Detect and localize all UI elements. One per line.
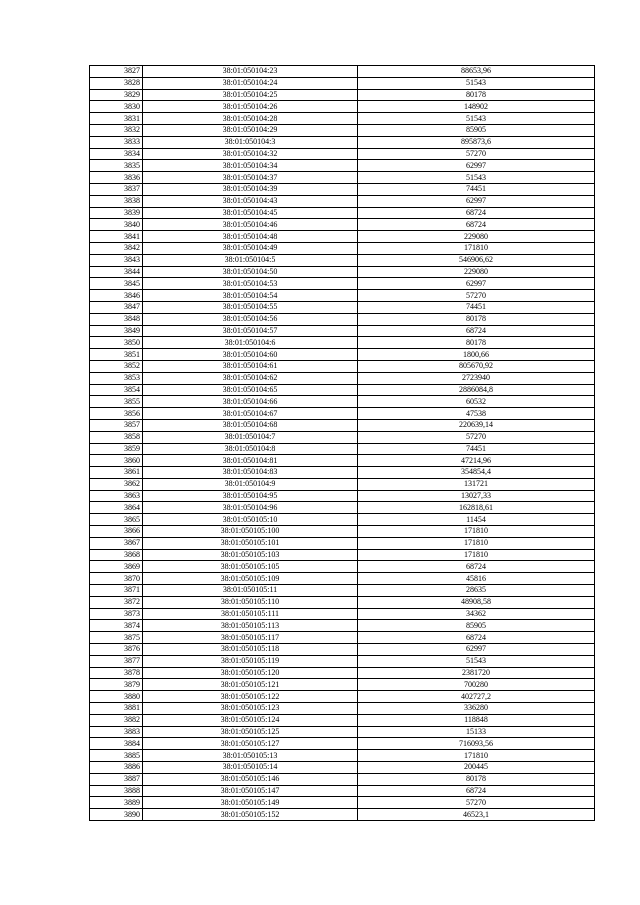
row-number-cell: 3839: [90, 207, 143, 219]
value-cell: 85905: [358, 124, 595, 136]
table-row: [90, 537, 595, 549]
value-cell: 51543: [358, 77, 595, 89]
row-number-cell: 3873: [90, 608, 143, 620]
table-row: [90, 301, 595, 313]
table-row: [90, 113, 595, 125]
row-number-cell: 3840: [90, 219, 143, 231]
cadastral-number-cell: 38:01:050104:3: [143, 136, 358, 148]
table-row: [90, 325, 595, 337]
value-cell: 336280: [358, 703, 595, 715]
row-number-cell: 3838: [90, 195, 143, 207]
row-number-cell: 3846: [90, 290, 143, 302]
row-number-cell: 3857: [90, 419, 143, 431]
value-cell: 68724: [358, 219, 595, 231]
row-number-cell: 3876: [90, 644, 143, 656]
value-cell: 2886084,8: [358, 384, 595, 396]
cadastral-number-cell: 38:01:050105:122: [143, 691, 358, 703]
cadastral-number-cell: 38:01:050104:7: [143, 431, 358, 443]
row-number-cell: 3870: [90, 573, 143, 585]
table-row: [90, 266, 595, 278]
value-cell: 80178: [358, 313, 595, 325]
cadastral-number-cell: 38:01:050105:121: [143, 679, 358, 691]
cadastral-number-cell: 38:01:050104:81: [143, 455, 358, 467]
row-number-cell: 3863: [90, 490, 143, 502]
value-cell: 62997: [358, 644, 595, 656]
table-row: [90, 773, 595, 785]
value-cell: 62997: [358, 160, 595, 172]
row-number-cell: 3866: [90, 526, 143, 538]
value-cell: 47538: [358, 408, 595, 420]
value-cell: 546906,62: [358, 254, 595, 266]
cadastral-number-cell: 38:01:050104:34: [143, 160, 358, 172]
table-row: [90, 431, 595, 443]
table-row: [90, 231, 595, 243]
table-row: [90, 384, 595, 396]
table-row: [90, 750, 595, 762]
table-row: [90, 455, 595, 467]
table-row: [90, 396, 595, 408]
value-cell: 1800,66: [358, 349, 595, 361]
row-number-cell: 3869: [90, 561, 143, 573]
row-number-cell: 3853: [90, 372, 143, 384]
value-cell: 57270: [358, 148, 595, 160]
value-cell: 51543: [358, 113, 595, 125]
table-row: [90, 77, 595, 89]
row-number-cell: 3832: [90, 124, 143, 136]
row-number-cell: 3877: [90, 655, 143, 667]
value-cell: 48908,58: [358, 596, 595, 608]
row-number-cell: 3835: [90, 160, 143, 172]
table-row: [90, 219, 595, 231]
cadastral-number-cell: 38:01:050105:113: [143, 620, 358, 632]
cadastral-number-cell: 38:01:050104:8: [143, 443, 358, 455]
table-row: [90, 490, 595, 502]
row-number-cell: 3830: [90, 101, 143, 113]
table-row: [90, 290, 595, 302]
cadastral-number-cell: 38:01:050104:25: [143, 89, 358, 101]
row-number-cell: 3885: [90, 750, 143, 762]
value-cell: 57270: [358, 797, 595, 809]
table-row: [90, 738, 595, 750]
table-row: [90, 360, 595, 372]
row-number-cell: 3860: [90, 455, 143, 467]
cadastral-number-cell: 38:01:050104:5: [143, 254, 358, 266]
row-number-cell: 3887: [90, 773, 143, 785]
table-row: [90, 467, 595, 479]
row-number-cell: 3882: [90, 714, 143, 726]
value-cell: 148902: [358, 101, 595, 113]
table-row: [90, 419, 595, 431]
cadastral-number-cell: 38:01:050104:96: [143, 502, 358, 514]
value-cell: 171810: [358, 242, 595, 254]
row-number-cell: 3855: [90, 396, 143, 408]
row-number-cell: 3836: [90, 172, 143, 184]
table-row: [90, 585, 595, 597]
cadastral-number-cell: 38:01:050105:117: [143, 632, 358, 644]
row-number-cell: 3828: [90, 77, 143, 89]
value-cell: 895873,6: [358, 136, 595, 148]
value-cell: 62997: [358, 195, 595, 207]
value-cell: 229080: [358, 231, 595, 243]
cadastral-number-cell: 38:01:050105:125: [143, 726, 358, 738]
value-cell: 220639,14: [358, 419, 595, 431]
table-row: [90, 502, 595, 514]
value-cell: 68724: [358, 785, 595, 797]
cadastral-number-cell: 38:01:050104:95: [143, 490, 358, 502]
value-cell: 805670,92: [358, 360, 595, 372]
row-number-cell: 3856: [90, 408, 143, 420]
value-cell: 62997: [358, 278, 595, 290]
cadastral-number-cell: 38:01:050105:152: [143, 809, 358, 821]
table-row: [90, 573, 595, 585]
cadastral-number-cell: 38:01:050105:101: [143, 537, 358, 549]
table-row: [90, 195, 595, 207]
value-cell: 200445: [358, 762, 595, 774]
value-cell: 80178: [358, 773, 595, 785]
value-cell: 13027,33: [358, 490, 595, 502]
cadastral-number-cell: 38:01:050104:53: [143, 278, 358, 290]
cadastral-number-cell: 38:01:050105:110: [143, 596, 358, 608]
cadastral-number-cell: 38:01:050104:67: [143, 408, 358, 420]
row-number-cell: 3889: [90, 797, 143, 809]
cadastral-number-cell: 38:01:050104:32: [143, 148, 358, 160]
row-number-cell: 3890: [90, 809, 143, 821]
row-number-cell: 3880: [90, 691, 143, 703]
row-number-cell: 3852: [90, 360, 143, 372]
cadastral-number-cell: 38:01:050105:149: [143, 797, 358, 809]
value-cell: 80178: [358, 89, 595, 101]
table-row: [90, 254, 595, 266]
row-number-cell: 3845: [90, 278, 143, 290]
cadastral-number-cell: 38:01:050104:24: [143, 77, 358, 89]
table-row: [90, 443, 595, 455]
cadastral-number-cell: 38:01:050105:105: [143, 561, 358, 573]
cadastral-number-cell: 38:01:050104:65: [143, 384, 358, 396]
row-number-cell: 3861: [90, 467, 143, 479]
table-row: [90, 337, 595, 349]
cadastral-number-cell: 38:01:050105:119: [143, 655, 358, 667]
value-cell: 162818,61: [358, 502, 595, 514]
cadastral-number-cell: 38:01:050105:10: [143, 514, 358, 526]
row-number-cell: 3888: [90, 785, 143, 797]
table-row: [90, 207, 595, 219]
cadastral-number-cell: 38:01:050104:55: [143, 301, 358, 313]
value-cell: 700280: [358, 679, 595, 691]
table-row: [90, 313, 595, 325]
table-row: [90, 478, 595, 490]
row-number-cell: 3862: [90, 478, 143, 490]
cadastral-number-cell: 38:01:050105:103: [143, 549, 358, 561]
value-cell: 11454: [358, 514, 595, 526]
table-row: [90, 703, 595, 715]
value-cell: 28635: [358, 585, 595, 597]
cadastral-number-cell: 38:01:050104:68: [143, 419, 358, 431]
row-number-cell: 3849: [90, 325, 143, 337]
cadastral-number-cell: 38:01:050105:123: [143, 703, 358, 715]
table-row: [90, 679, 595, 691]
cadastral-number-cell: 38:01:050104:62: [143, 372, 358, 384]
table-row: [90, 526, 595, 538]
value-cell: 229080: [358, 266, 595, 278]
row-number-cell: 3874: [90, 620, 143, 632]
value-cell: 68724: [358, 325, 595, 337]
cadastral-number-cell: 38:01:050104:26: [143, 101, 358, 113]
value-cell: 47214,96: [358, 455, 595, 467]
value-cell: 171810: [358, 537, 595, 549]
cadastral-number-cell: 38:01:050104:56: [143, 313, 358, 325]
row-number-cell: 3844: [90, 266, 143, 278]
value-cell: 716093,56: [358, 738, 595, 750]
row-number-cell: 3871: [90, 585, 143, 597]
table-row: [90, 408, 595, 420]
value-cell: 45816: [358, 573, 595, 585]
row-number-cell: 3850: [90, 337, 143, 349]
row-number-cell: 3879: [90, 679, 143, 691]
value-cell: 131721: [358, 478, 595, 490]
row-number-cell: 3831: [90, 113, 143, 125]
cadastral-number-cell: 38:01:050105:109: [143, 573, 358, 585]
row-number-cell: 3843: [90, 254, 143, 266]
value-cell: 171810: [358, 750, 595, 762]
cadastral-number-cell: 38:01:050104:60: [143, 349, 358, 361]
cadastral-number-cell: 38:01:050105:146: [143, 773, 358, 785]
row-number-cell: 3859: [90, 443, 143, 455]
table-row: [90, 514, 595, 526]
cadastral-number-cell: 38:01:050104:29: [143, 124, 358, 136]
table-row: [90, 89, 595, 101]
row-number-cell: 3883: [90, 726, 143, 738]
cadastral-number-cell: 38:01:050104:39: [143, 183, 358, 195]
cadastral-number-cell: 38:01:050105:118: [143, 644, 358, 656]
table-row: [90, 349, 595, 361]
row-number-cell: 3834: [90, 148, 143, 160]
value-cell: 57270: [358, 290, 595, 302]
table-row: [90, 667, 595, 679]
row-number-cell: 3868: [90, 549, 143, 561]
table-row: [90, 561, 595, 573]
cadastral-number-cell: 38:01:050104:50: [143, 266, 358, 278]
cadastral-number-cell: 38:01:050104:66: [143, 396, 358, 408]
row-number-cell: 3847: [90, 301, 143, 313]
cadastral-number-cell: 38:01:050104:83: [143, 467, 358, 479]
value-cell: 68724: [358, 561, 595, 573]
cadastral-number-cell: 38:01:050104:61: [143, 360, 358, 372]
table-row: [90, 620, 595, 632]
value-cell: 171810: [358, 549, 595, 561]
row-number-cell: 3867: [90, 537, 143, 549]
value-cell: 68724: [358, 207, 595, 219]
cadastral-number-cell: 38:01:050105:127: [143, 738, 358, 750]
table-row: [90, 66, 595, 78]
row-number-cell: 3837: [90, 183, 143, 195]
table-row: [90, 148, 595, 160]
cadastral-number-cell: 38:01:050104:49: [143, 242, 358, 254]
cadastral-number-cell: 38:01:050105:100: [143, 526, 358, 538]
value-cell: 88653,96: [358, 66, 595, 78]
value-cell: 354854,4: [358, 467, 595, 479]
cadastral-number-cell: 38:01:050104:6: [143, 337, 358, 349]
value-cell: 34362: [358, 608, 595, 620]
value-cell: 80178: [358, 337, 595, 349]
value-cell: 46523,1: [358, 809, 595, 821]
value-cell: 2381720: [358, 667, 595, 679]
row-number-cell: 3881: [90, 703, 143, 715]
cadastral-number-cell: 38:01:050104:23: [143, 66, 358, 78]
table-row: [90, 101, 595, 113]
value-cell: 2723940: [358, 372, 595, 384]
table-row: [90, 549, 595, 561]
cadastral-number-cell: 38:01:050104:43: [143, 195, 358, 207]
table-row: [90, 242, 595, 254]
cadastral-number-cell: 38:01:050104:45: [143, 207, 358, 219]
table-row: [90, 632, 595, 644]
cadastral-number-cell: 38:01:050105:11: [143, 585, 358, 597]
row-number-cell: 3875: [90, 632, 143, 644]
cadastral-number-cell: 38:01:050105:111: [143, 608, 358, 620]
row-number-cell: 3865: [90, 514, 143, 526]
value-cell: 57270: [358, 431, 595, 443]
table-body: [90, 66, 595, 821]
table-row: [90, 785, 595, 797]
table-row: [90, 160, 595, 172]
cadastral-number-cell: 38:01:050105:147: [143, 785, 358, 797]
table-row: [90, 278, 595, 290]
row-number-cell: 3848: [90, 313, 143, 325]
row-number-cell: 3858: [90, 431, 143, 443]
row-number-cell: 3864: [90, 502, 143, 514]
table-row: [90, 596, 595, 608]
cadastral-number-cell: 38:01:050104:46: [143, 219, 358, 231]
table-row: [90, 172, 595, 184]
cadastral-number-cell: 38:01:050104:48: [143, 231, 358, 243]
table-row: [90, 608, 595, 620]
value-cell: 85905: [358, 620, 595, 632]
row-number-cell: 3833: [90, 136, 143, 148]
value-cell: 15133: [358, 726, 595, 738]
row-number-cell: 3872: [90, 596, 143, 608]
value-cell: 68724: [358, 632, 595, 644]
value-cell: 402727,2: [358, 691, 595, 703]
cadastral-number-cell: 38:01:050105:13: [143, 750, 358, 762]
cadastral-number-cell: 38:01:050104:57: [143, 325, 358, 337]
value-cell: 51543: [358, 172, 595, 184]
row-number-cell: 3886: [90, 762, 143, 774]
table-row: [90, 809, 595, 821]
value-cell: 171810: [358, 526, 595, 538]
cadastral-number-cell: 38:01:050104:28: [143, 113, 358, 125]
table-row: [90, 655, 595, 667]
row-number-cell: 3841: [90, 231, 143, 243]
table-row: [90, 691, 595, 703]
row-number-cell: 3854: [90, 384, 143, 396]
value-cell: 118848: [358, 714, 595, 726]
value-cell: 74451: [358, 443, 595, 455]
value-cell: 74451: [358, 183, 595, 195]
table-row: [90, 797, 595, 809]
cadastral-number-cell: 38:01:050104:9: [143, 478, 358, 490]
row-number-cell: 3827: [90, 66, 143, 78]
cadastral-value-table: [89, 65, 595, 821]
value-cell: 74451: [358, 301, 595, 313]
value-cell: 51543: [358, 655, 595, 667]
row-number-cell: 3829: [90, 89, 143, 101]
value-cell: 60532: [358, 396, 595, 408]
cadastral-number-cell: 38:01:050104:54: [143, 290, 358, 302]
table-row: [90, 183, 595, 195]
cadastral-number-cell: 38:01:050105:120: [143, 667, 358, 679]
row-number-cell: 3842: [90, 242, 143, 254]
cadastral-number-cell: 38:01:050105:14: [143, 762, 358, 774]
cadastral-number-cell: 38:01:050104:37: [143, 172, 358, 184]
table-row: [90, 124, 595, 136]
row-number-cell: 3884: [90, 738, 143, 750]
cadastral-number-cell: 38:01:050105:124: [143, 714, 358, 726]
table-row: [90, 644, 595, 656]
table-row: [90, 136, 595, 148]
table-row: [90, 762, 595, 774]
table-row: [90, 726, 595, 738]
row-number-cell: 3851: [90, 349, 143, 361]
table-row: [90, 714, 595, 726]
row-number-cell: 3878: [90, 667, 143, 679]
table-row: [90, 372, 595, 384]
